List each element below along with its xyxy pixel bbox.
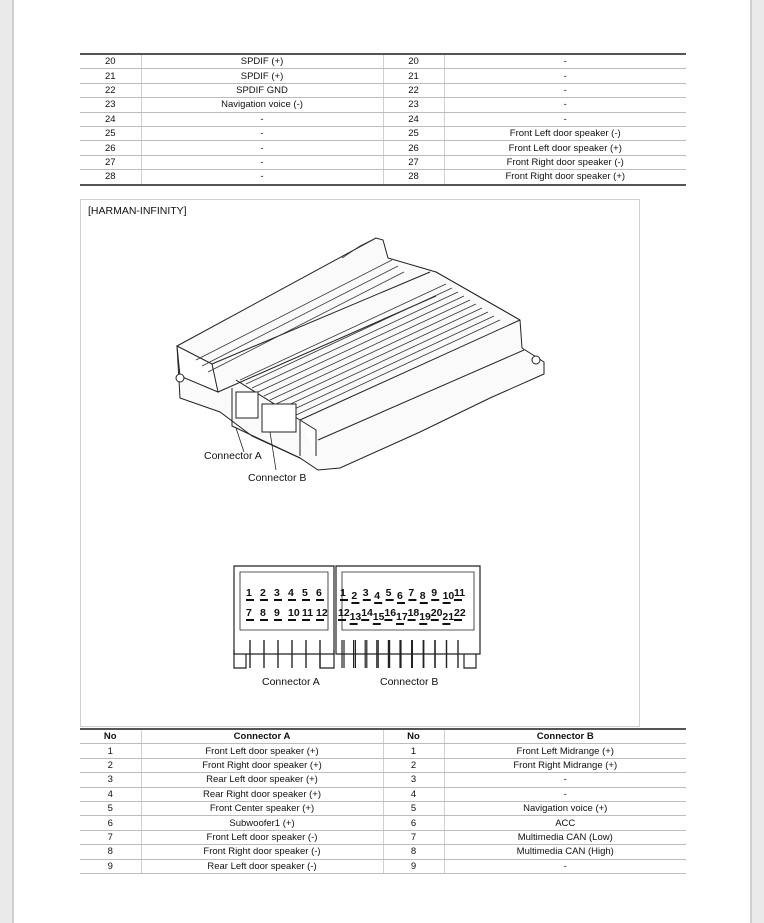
pin-label: 3 (274, 587, 280, 599)
pin-label: 9 (274, 607, 280, 619)
caption-connector-b: Connector B (380, 676, 439, 688)
pin-function-cell: Front Left door speaker (+) (444, 141, 686, 155)
pin-number-cell: 22 (80, 83, 141, 97)
pin-label: 21 (442, 611, 455, 623)
figure-label: [HARMAN-INFINITY] (88, 205, 187, 217)
pin-function-cell: - (141, 170, 383, 185)
pin-function-cell: - (444, 112, 686, 126)
table-row (80, 816, 686, 830)
pin-number-cell: 2 (383, 758, 444, 772)
caption-connector-a: Connector A (262, 676, 320, 688)
pin-label: 19 (419, 611, 431, 623)
table-row (80, 845, 686, 859)
pin-function-cell: Front Left Midrange (+) (444, 744, 686, 758)
pin-number-cell: 27 (80, 155, 141, 169)
header-connector-a: Connector A (141, 729, 383, 744)
pin-label: 1 (246, 587, 252, 599)
pin-label: 5 (302, 587, 308, 599)
pin-number-cell: 3 (80, 773, 141, 787)
pin-number-cell: 20 (80, 54, 141, 69)
pin-number-cell: 26 (383, 141, 444, 155)
pin-number-cell: 9 (80, 859, 141, 873)
pin-function-cell: Multimedia CAN (Low) (444, 830, 686, 844)
pin-label: 17 (396, 611, 408, 623)
pin-function-cell: - (141, 126, 383, 140)
pin-number-cell: 28 (383, 170, 444, 185)
table-row (80, 744, 686, 758)
table-row (80, 859, 686, 873)
pin-number-cell: 9 (383, 859, 444, 873)
pin-function-cell: Rear Left door speaker (-) (141, 859, 383, 873)
pin-function-cell: - (444, 54, 686, 69)
pin-number-cell: 1 (80, 744, 141, 758)
pin-function-cell: - (444, 69, 686, 83)
pin-function-cell: Rear Left door speaker (+) (141, 773, 383, 787)
pin-label: 1 (340, 587, 346, 599)
pin-number-cell: 2 (80, 758, 141, 772)
pin-number-cell: 24 (383, 112, 444, 126)
pin-label: 7 (246, 607, 252, 619)
pin-function-cell: Navigation voice (-) (141, 98, 383, 112)
pin-number-cell: 24 (80, 112, 141, 126)
pin-number-cell: 25 (80, 126, 141, 140)
header-no-b: No (383, 729, 444, 744)
pin-function-cell: - (141, 141, 383, 155)
pin-number-cell: 1 (383, 744, 444, 758)
pin-label: 9 (431, 587, 438, 599)
pin-number-cell: 21 (383, 69, 444, 83)
pin-function-cell: Front Right door speaker (+) (141, 758, 383, 772)
pin-number-cell: 8 (383, 845, 444, 859)
pin-label: 12 (316, 607, 328, 619)
connector-pin-table (80, 728, 686, 874)
pin-function-cell: Front Center speaker (+) (141, 801, 383, 815)
pin-function-cell: - (444, 859, 686, 873)
pin-function-cell: Front Left door speaker (-) (444, 126, 686, 140)
pin-number-cell: 20 (383, 54, 444, 69)
pin-number-cell: 6 (383, 816, 444, 830)
pin-label: 4 (374, 590, 381, 602)
pin-label: 3 (362, 587, 369, 599)
pin-number-cell: 4 (383, 787, 444, 801)
pin-function-cell: Front Left door speaker (-) (141, 830, 383, 844)
pin-function-cell: ACC (444, 816, 686, 830)
table-row (80, 801, 686, 815)
pin-function-cell: Front Right door speaker (-) (141, 845, 383, 859)
pin-number-cell: 5 (383, 801, 444, 815)
pin-number-cell: 22 (383, 83, 444, 97)
header-no-a: No (80, 729, 141, 744)
pin-function-cell: - (444, 773, 686, 787)
pin-number-cell: 26 (80, 141, 141, 155)
pin-function-cell: Navigation voice (+) (444, 801, 686, 815)
pin-function-cell: - (141, 112, 383, 126)
table-row (80, 758, 686, 772)
pin-function-cell: - (444, 787, 686, 801)
pin-label: 12 (338, 607, 350, 619)
pin-function-cell: Front Right Midrange (+) (444, 758, 686, 772)
pin-function-cell: - (444, 98, 686, 112)
pin-function-cell: Front Left door speaker (+) (141, 744, 383, 758)
pin-label: 8 (419, 590, 426, 602)
pin-label: 16 (384, 607, 397, 619)
pin-number-cell: 7 (80, 830, 141, 844)
pin-function-cell: Front Right door speaker (+) (444, 170, 686, 185)
pin-label: 10 (288, 607, 300, 619)
pin-number-cell: 7 (383, 830, 444, 844)
pin-label: 20 (430, 607, 443, 619)
callout-connector-b: Connector B (248, 472, 307, 484)
pin-label: 18 (407, 607, 420, 619)
pin-label: 5 (385, 587, 392, 599)
pin-label: 4 (288, 587, 294, 599)
pin-label: 14 (361, 607, 373, 619)
pin-number-cell: 23 (80, 98, 141, 112)
pin-number-cell: 4 (80, 787, 141, 801)
pin-number-cell: 6 (80, 816, 141, 830)
pin-label: 15 (372, 611, 385, 623)
pin-label: 2 (260, 587, 266, 599)
pin-function-cell: SPDIF (+) (141, 69, 383, 83)
pin-label: 13 (349, 611, 362, 623)
pin-number-cell: 27 (383, 155, 444, 169)
pin-function-cell: Front Right door speaker (-) (444, 155, 686, 169)
pin-number-cell: 3 (383, 773, 444, 787)
pin-number-cell: 25 (383, 126, 444, 140)
pin-number-cell: 23 (383, 98, 444, 112)
pin-label: 8 (260, 607, 266, 619)
pin-label: 6 (397, 590, 403, 602)
pin-number-cell: 28 (80, 170, 141, 185)
pin-label: 22 (454, 607, 466, 619)
header-connector-b: Connector B (444, 729, 686, 744)
table-header-row (80, 729, 686, 744)
pin-label: 11 (302, 607, 314, 619)
callout-connector-a: Connector A (204, 450, 262, 462)
pin-function-cell: Rear Right door speaker (+) (141, 787, 383, 801)
pin-number-cell: 5 (80, 801, 141, 815)
table-row (80, 773, 686, 787)
pin-function-cell: SPDIF (+) (141, 54, 383, 69)
pin-function-cell: - (444, 83, 686, 97)
pin-function-cell: Subwoofer1 (+) (141, 816, 383, 830)
pin-function-cell: Multimedia CAN (High) (444, 845, 686, 859)
pin-label: 7 (408, 587, 415, 599)
amplifier-unit-drawing (177, 238, 544, 470)
pin-function-cell: SPDIF GND (141, 83, 383, 97)
pin-function-cell: - (141, 155, 383, 169)
table-row (80, 830, 686, 844)
pin-number-cell: 21 (80, 69, 141, 83)
pin-label: 11 (454, 587, 466, 599)
pin-number-cell: 8 (80, 845, 141, 859)
pin-label: 10 (442, 590, 455, 602)
table-row (80, 787, 686, 801)
pin-label: 2 (351, 590, 358, 602)
pin-label: 6 (316, 587, 322, 599)
